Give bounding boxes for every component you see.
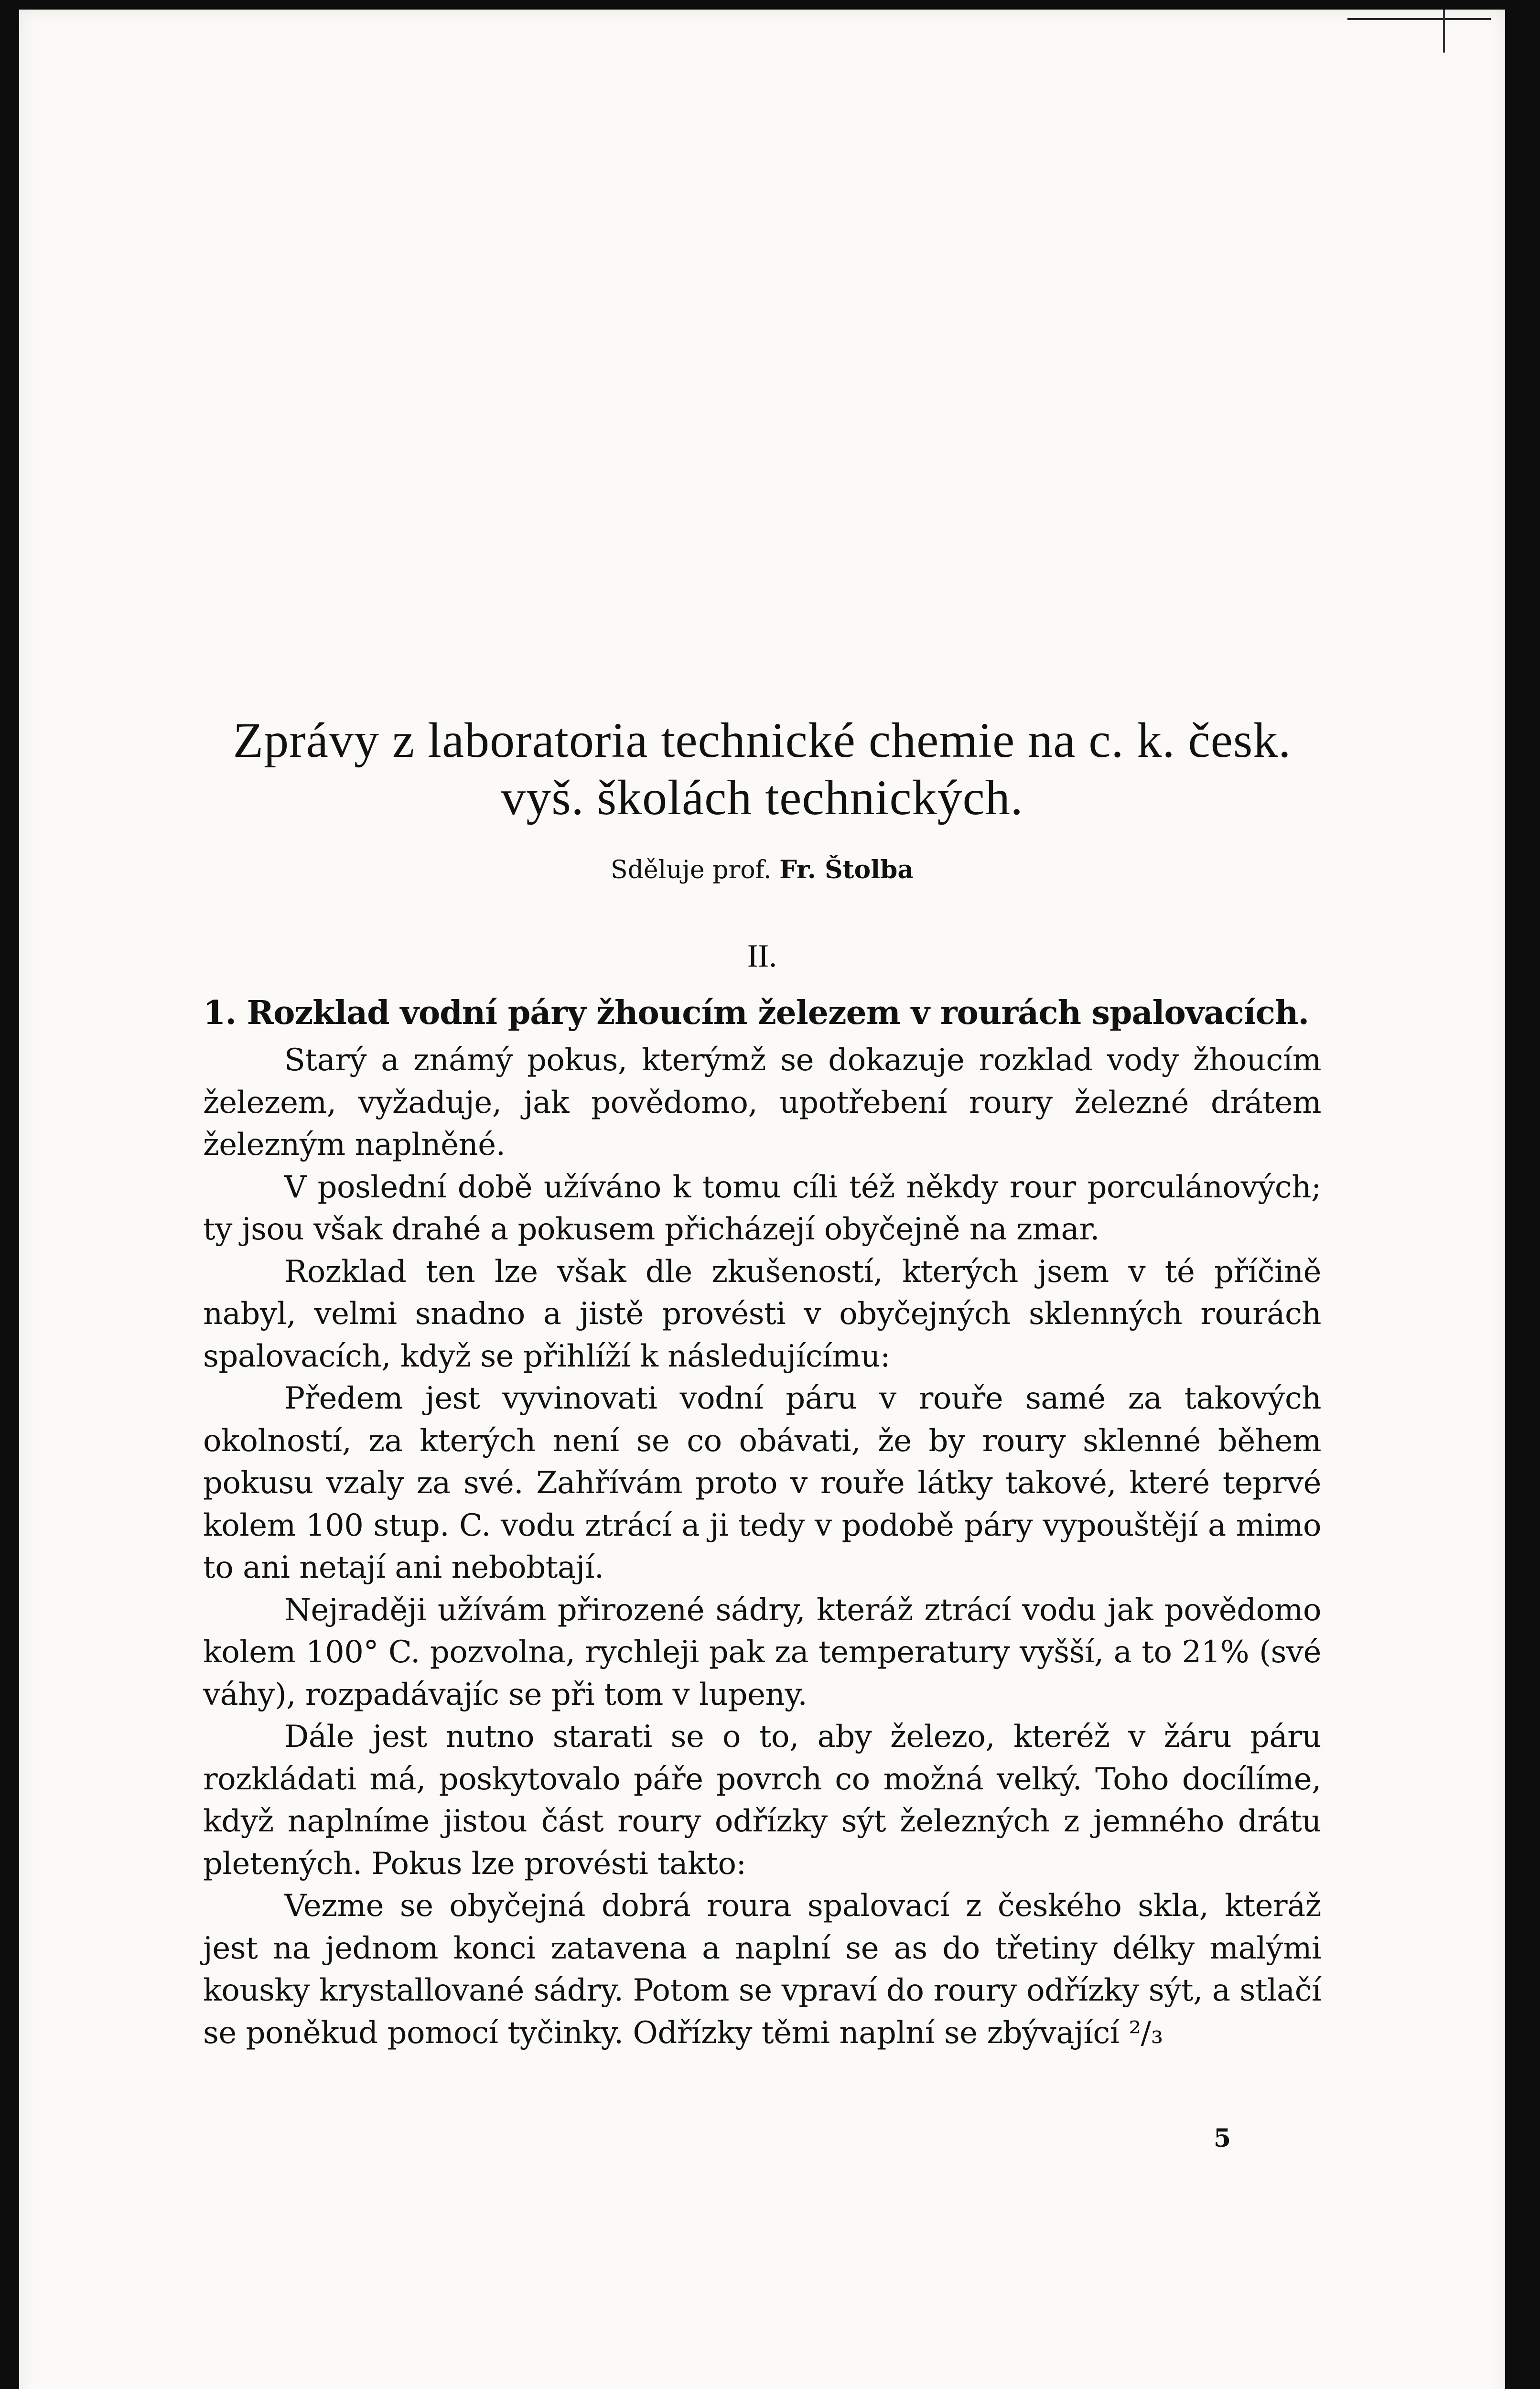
paragraph: Rozklad ten lze však dle zkušeností, kterých jsem v té příčině nabyl, velmi snadno a jistě provésti v obyčejných sklenných rourách spalovacích, když se přihlíží k následujícímu: — [203, 1254, 1321, 1374]
author-prefix: Sděluje prof. — [610, 856, 772, 884]
page-content — [203, 712, 1321, 2054]
paragraph: Nejraději užívám přirozené sádry, kteráž ztrácí vodu jak povědomo kolem 100° C. pozvolna, rychleji pak za temperatury vyšší, a to 21% (své váhy), rozpadávajíc se při tom v lupeny. — [203, 1592, 1321, 1712]
paragraph: Předem jest vyvinovati vodní páru v rouře samé za takových okolností, za kterých není se co obávati, že by roury sklenné během pokusu vzaly za své. Zahřívám proto v rouře látky takové, které teprvé kolem 100 stup. C. vodu ztrácí a ji tedy v podobě páry vypouštějí a mimo to ani netají ani nebobtají. — [203, 1381, 1321, 1585]
paragraph: Vezme se obyčejná dobrá roura spalovací z českého skla, kteráž jest na jednom konci zatavena a naplní se as do třetiny délky malými kousky krystallované sádry. Potom se vpraví do roury odřízky sýt, a stlačí se poněkud pomocí tyčinky. Odřízky těmi naplní se zbývající ²/₃ — [203, 1888, 1321, 2051]
author-line — [203, 855, 1321, 884]
document-page — [19, 10, 1505, 2389]
page-number: 5 — [1214, 2124, 1231, 2153]
paragraph: Dále jest nutno starati se o to, aby železo, kteréž v žáru páru rozkládati má, poskytovalo páře povrch co možná velký. Toho docílíme, když naplníme jistou část roury odřízky sýt železných z jemného drátu pletených. Pokus lze provésti takto: — [203, 1719, 1321, 1882]
paragraph: V poslední době užíváno k tomu cíli též někdy rour porculánových; ty jsou však drahé a pokusem přicházejí obyčejně na zmar. — [203, 1169, 1321, 1247]
scan-edge-line — [1347, 18, 1491, 20]
author-name: Fr. Štolba — [779, 855, 914, 884]
paragraph: Starý a známý pokus, kterýmž se dokazuje rozklad vody žhoucím železem, vyžaduje, jak povědomo, upotřebení roury železné drátem železným naplněné. — [203, 1043, 1321, 1162]
scan-edge-tick — [1443, 10, 1445, 53]
page-title: Zprávy z laboratoria technické chemie na c. k. česk. vyš. školách technických. — [233, 713, 1292, 825]
part-number: II. — [747, 937, 777, 974]
section-heading: 1. Rozklad vodní páry žhoucím železem v rourách spalovacích. — [203, 994, 1309, 1032]
